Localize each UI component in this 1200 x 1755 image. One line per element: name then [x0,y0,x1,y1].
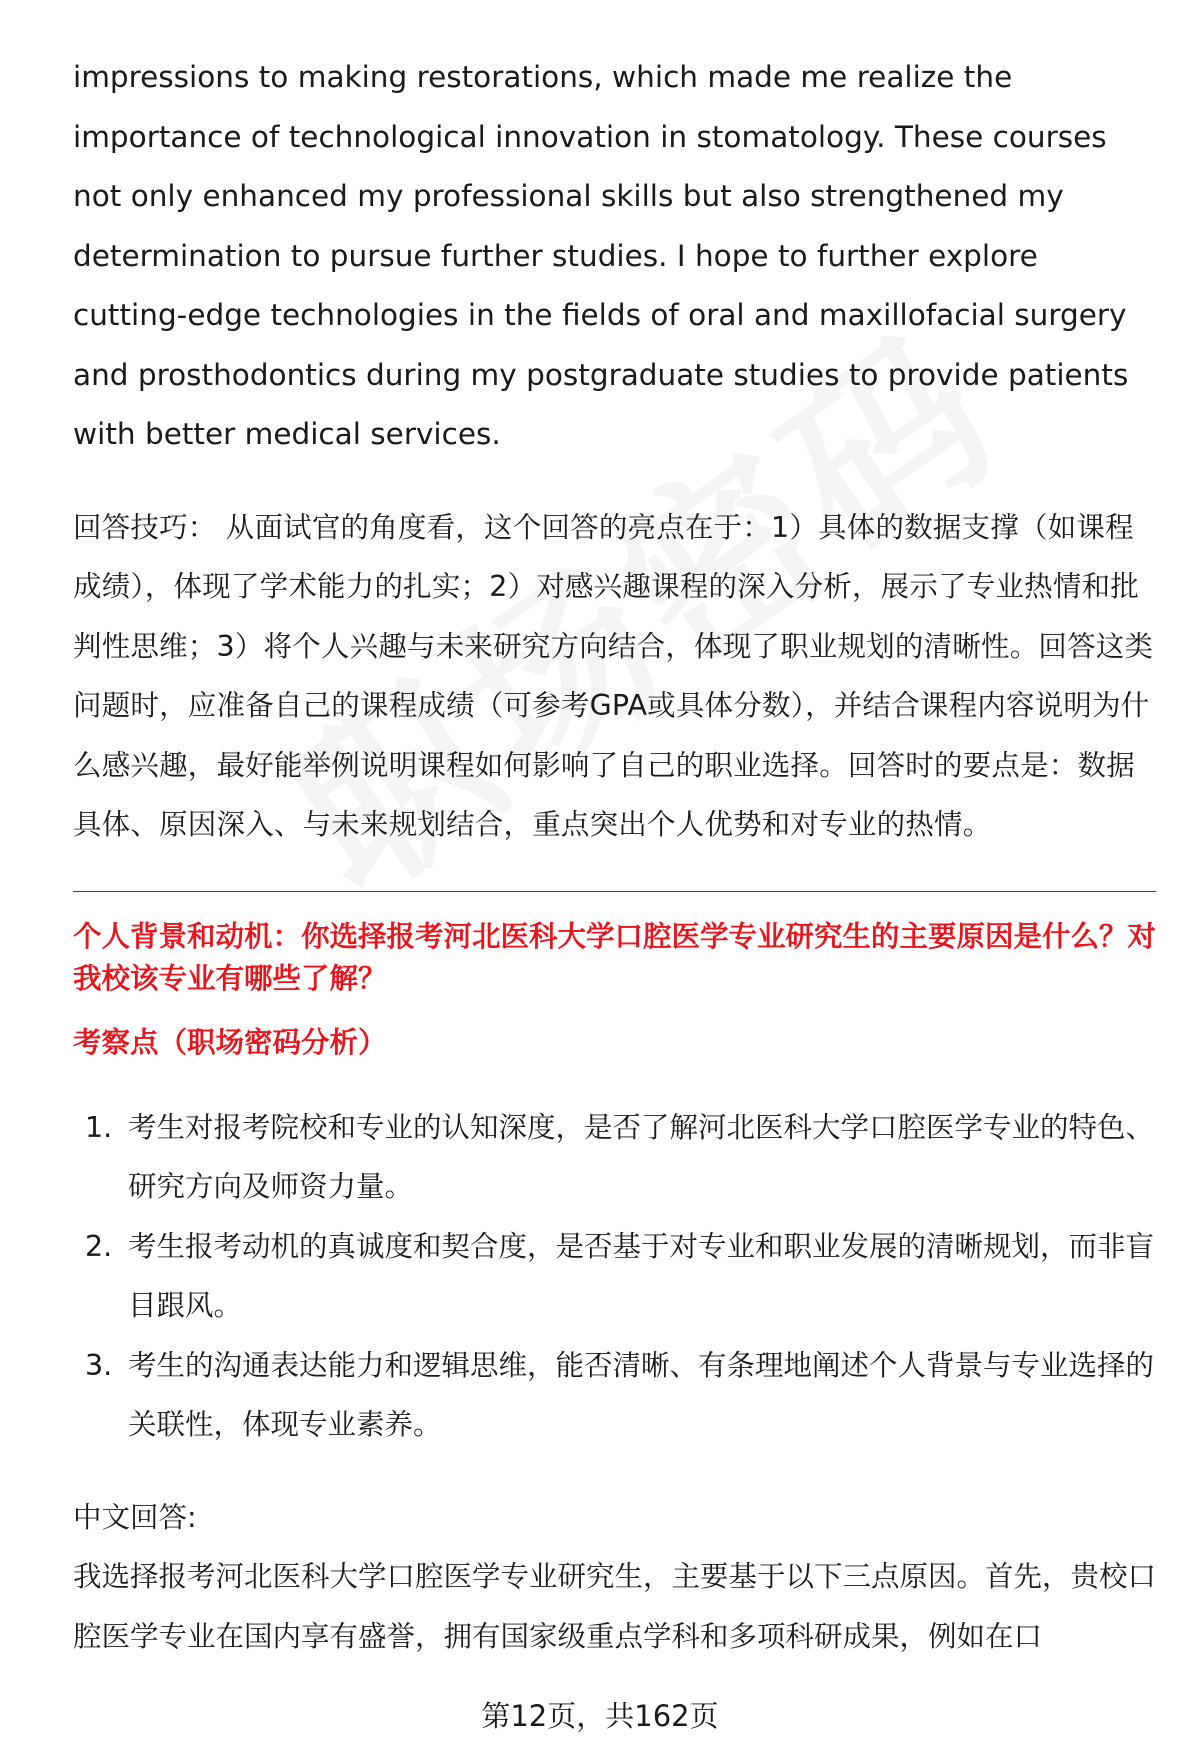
intro-paragraph: impressions to making restorations, which made me realize the importance of technological innovation in stomatology. These courses not only enhanced my professional skills but also strengthened my determination to pursue further studies. I hope to further explore cutting-edge technologies in the fields of oral and maxillofacial surgery and prosthodontics during my postgraduate studies to provide patients with better medical services. [73,60,1129,451]
document-page [73,48,1158,1666]
list-item [73,1098,1158,1217]
answer-label: 中文回答: [73,1500,197,1534]
answer-text: 我选择报考河北医科大学口腔医学专业研究生，主要基于以下三点原因。首先，贵校口腔医学专业在国内享有盛誉，拥有国家级重点学科和多项科研成果，例如在口 [73,1560,1157,1653]
question-heading: 个人背景和动机：你选择报考河北医科大学口腔医学专业研究生的主要原因是什么？对我校该专业有哪些了解？ [73,919,1157,995]
list-item-number: 3. [85,1348,113,1382]
assessment-list [73,1098,1158,1455]
page-footer: 第12页，共162页 [481,1699,719,1733]
list-item-number: 2. [85,1229,113,1263]
list-item-text: 考生对报考院校和专业的认知深度，是否了解河北医科大学口腔医学专业的特色、研究方向及师资力量。 [128,1110,1155,1203]
list-item [73,1336,1158,1455]
list-item-text: 考生的沟通表达能力和逻辑思维，能否清晰、有条理地阐述个人背景与专业选择的关联性，体现专业素养。 [128,1348,1155,1441]
list-item [73,1217,1158,1336]
list-item-text: 考生报考动机的真诚度和契合度，是否基于对专业和职业发展的清晰规划，而非盲目跟风。 [128,1229,1155,1322]
list-item-number: 1. [85,1110,113,1144]
tip-paragraph: 回答技巧： 从面试官的角度看，这个回答的亮点在于：1）具体的数据支撑（如课程成绩），体现了学术能力的扎实；2）对感兴趣课程的深入分析，展示了专业热情和批判性思维；3）将个人兴趣与未来研究方向结合，体现了职业规划的清晰性。回答这类问题时，应准备自己的课程成绩（可参考GPA或具体分数），并结合课程内容说明为什么感兴趣，最好能举例说明课程如何影响了自己的职业选择。回答时的要点是：数据具体、原因深入、与未来规划结合，重点突出个人优势和对专业的热情。 [73,510,1154,841]
section-divider [73,891,1156,892]
assessment-title: 考察点（职场密码分析） [73,1025,387,1059]
